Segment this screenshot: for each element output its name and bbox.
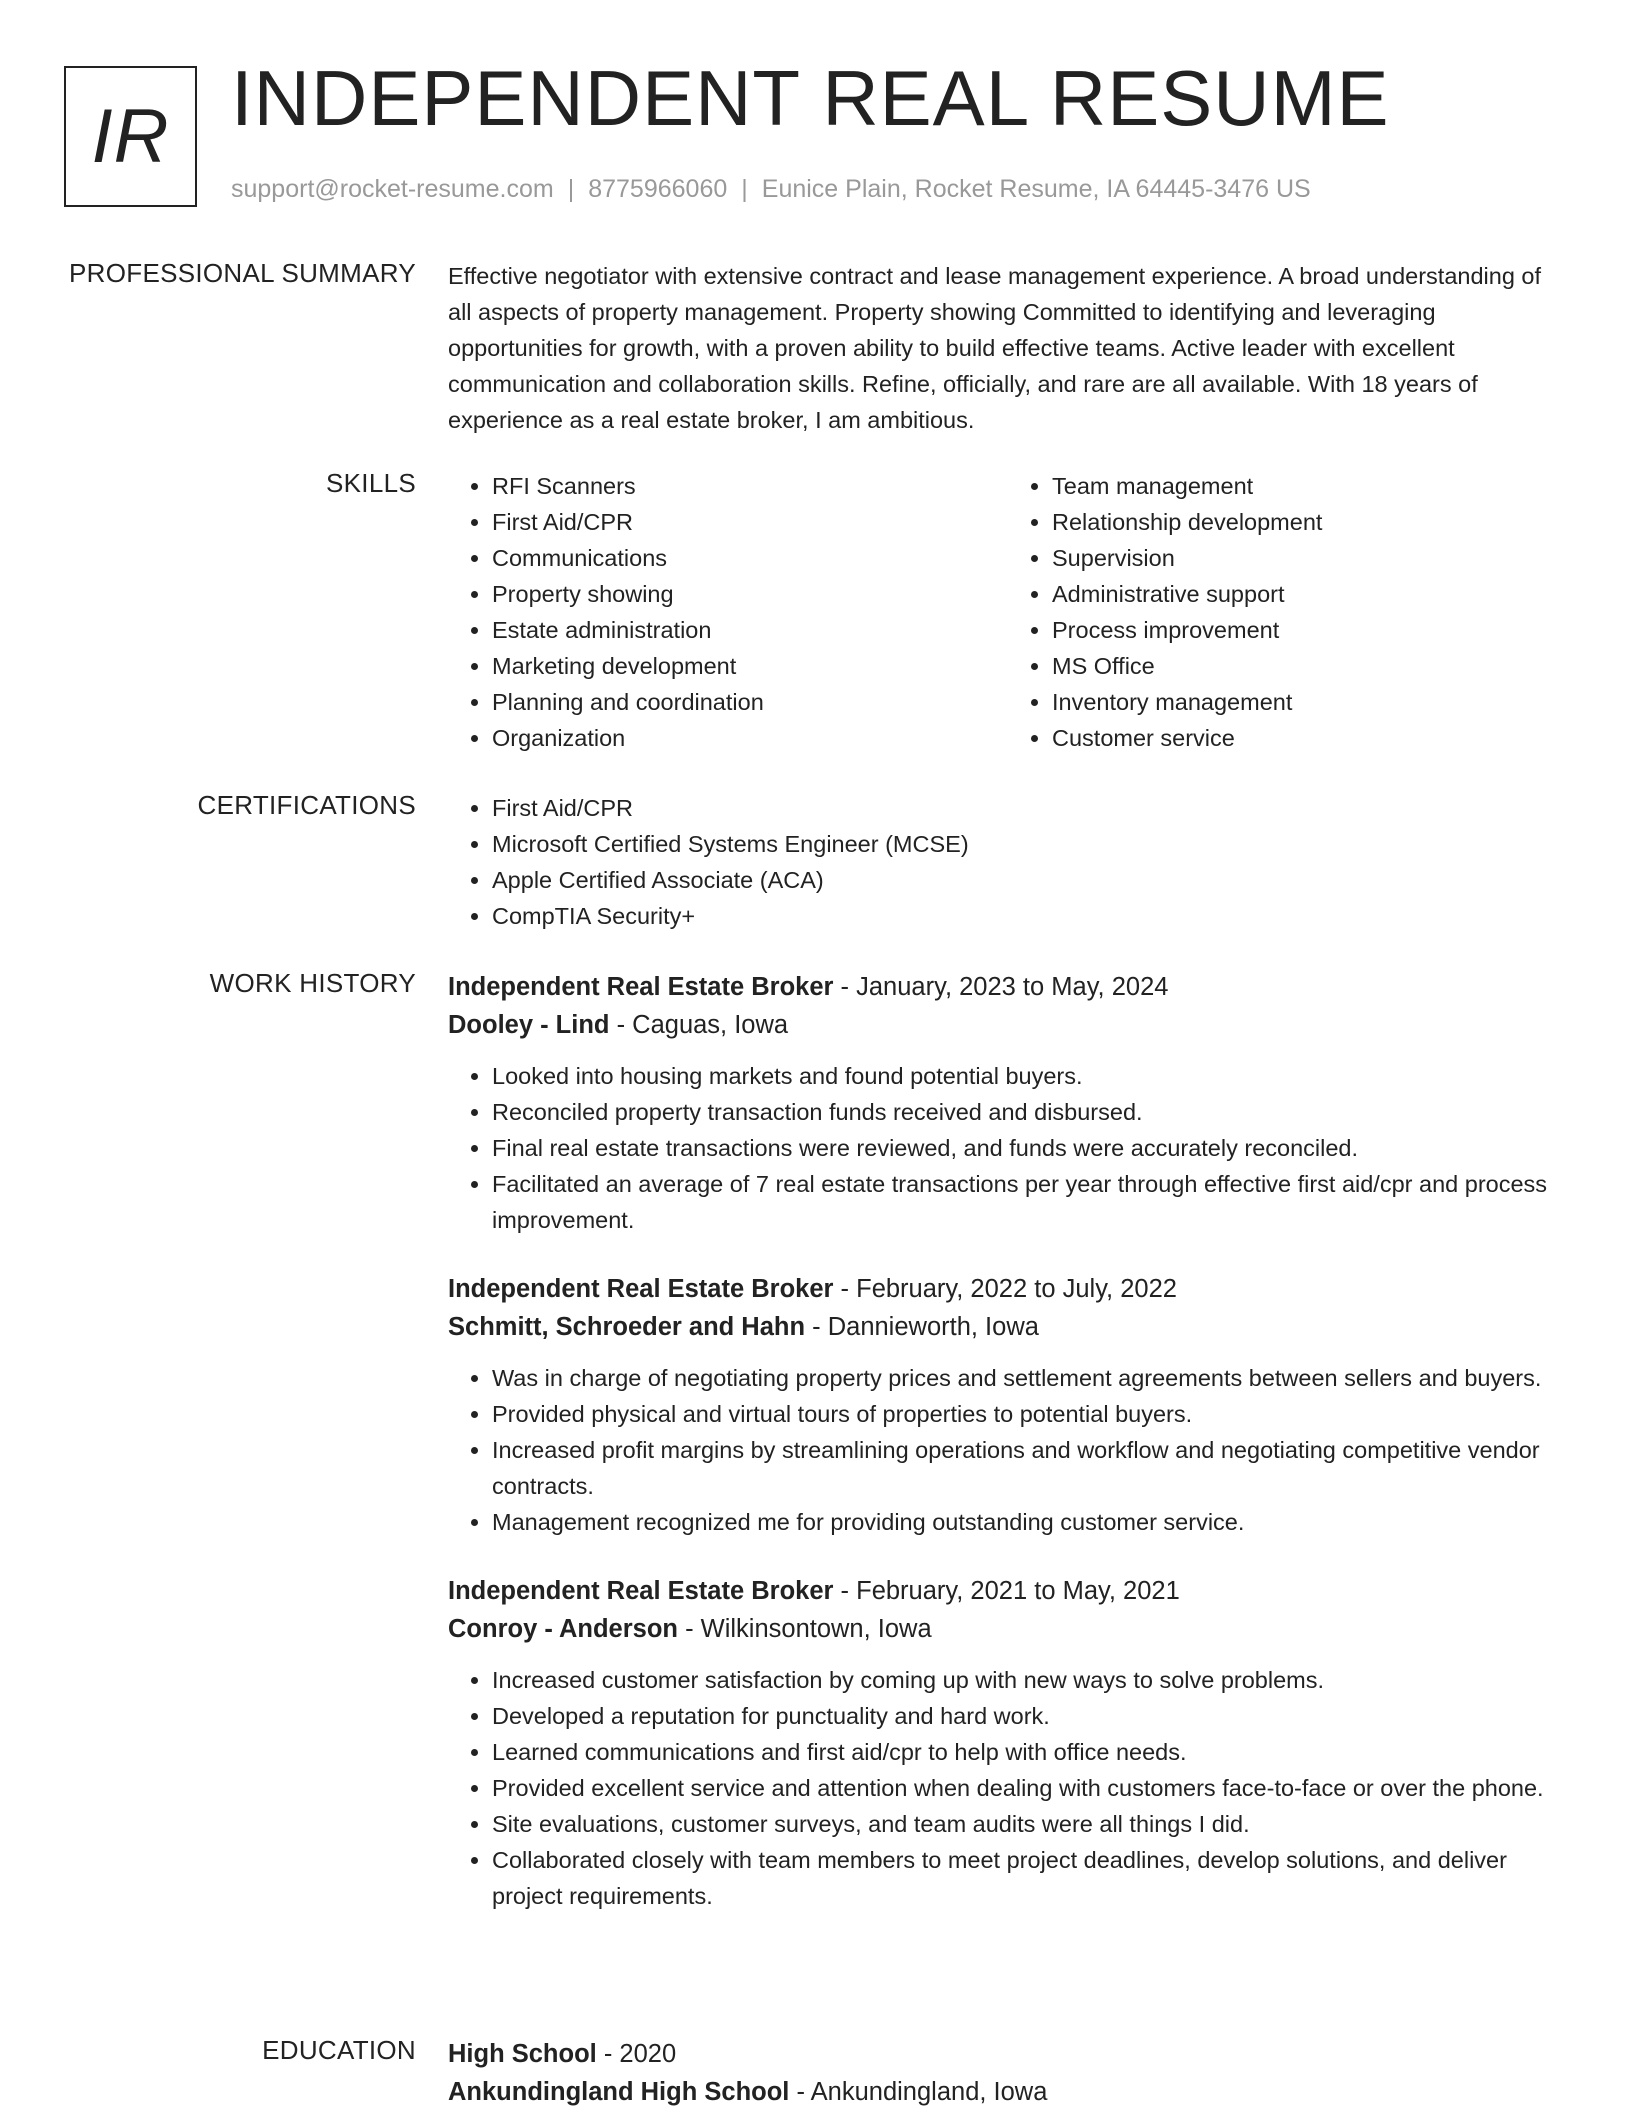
- job-dates: - February, 2022 to July, 2022: [833, 1275, 1177, 1303]
- work-history-content: [448, 968, 1568, 1914]
- skill-item: • Property showing: [492, 576, 1008, 612]
- certifications-list: [448, 790, 1568, 934]
- contact-line: [231, 175, 1311, 204]
- certification-item: • Microsoft Certified Systems Engineer (MCSE): [492, 826, 1568, 862]
- education-degree: High School: [448, 2040, 597, 2068]
- job-title: Independent Real Estate Broker: [448, 1577, 834, 1605]
- skill-item: • Organization: [492, 720, 1008, 756]
- section-label-work-history: WORK HISTORY: [209, 968, 416, 998]
- contact-phone: 8775966060: [588, 175, 728, 203]
- education-content: [448, 2035, 1568, 2111]
- section-label-certifications: CERTIFICATIONS: [197, 790, 416, 820]
- contact-separator: |: [567, 175, 575, 203]
- contact-email: support@rocket-resume.com: [231, 175, 554, 203]
- job-dates: - January, 2023 to May, 2024: [833, 973, 1169, 1001]
- section-label-education: EDUCATION: [262, 2035, 416, 2065]
- skills-column-1: [448, 468, 1008, 756]
- contact-separator: |: [741, 175, 748, 203]
- skill-item: • First Aid/CPR: [492, 504, 1008, 540]
- skill-item: • MS Office: [1052, 648, 1568, 684]
- job-entry: [448, 1270, 1568, 1540]
- summary-text: Effective negotiator with extensive contract and lease management experience. A broad understanding of all aspects of property management. Property showing Committed to identifying and leveraging opportunities for growth, with a proven ability to build effective teams. Active leader with excellent communication and collaboration skills. Refine, officially, and rare are all available. With 18 years of experience as a real estate broker, I am ambitious.: [448, 263, 1542, 433]
- job-bullet: • Reconciled property transaction funds received and disbursed.: [492, 1094, 1568, 1130]
- job-title: Independent Real Estate Broker: [448, 973, 834, 1001]
- skill-item: • Team management: [1052, 468, 1568, 504]
- contact-address: Eunice Plain, Rocket Resume, IA 64445-3476 US: [761, 175, 1311, 203]
- job-title-line: [448, 968, 1568, 1006]
- skills-column-2: [1008, 468, 1568, 756]
- monogram-box: [64, 66, 197, 207]
- certification-item: • First Aid/CPR: [492, 790, 1568, 826]
- job-bullet: • Was in charge of negotiating property prices and settlement agreements between sellers and buyers.: [492, 1360, 1568, 1396]
- job-entry: [448, 1572, 1568, 1914]
- job-company: Dooley - Lind: [448, 1011, 610, 1039]
- job-title-line: [448, 1572, 1568, 1610]
- education-degree-line: [448, 2035, 1568, 2073]
- certification-item: • CompTIA Security+: [492, 898, 1568, 934]
- job-company-line: [448, 1610, 1568, 1648]
- skill-item: • Administrative support: [1052, 576, 1568, 612]
- job-company: Conroy - Anderson: [448, 1615, 678, 1643]
- education-location: - Ankundingland, Iowa: [789, 2078, 1048, 2106]
- candidate-name: INDEPENDENT REAL RESUME: [231, 54, 1390, 142]
- skill-item: • Supervision: [1052, 540, 1568, 576]
- job-bullet: • Facilitated an average of 7 real estate transactions per year through effective first aid/cpr and process improvement.: [492, 1166, 1568, 1238]
- skill-item: • Customer service: [1052, 720, 1568, 756]
- job-bullet: • Developed a reputation for punctuality and hard work.: [492, 1698, 1568, 1734]
- job-company: Schmitt, Schroeder and Hahn: [448, 1313, 806, 1341]
- job-dates: - February, 2021 to May, 2021: [833, 1577, 1180, 1605]
- job-bullet: • Learned communications and first aid/cpr to help with office needs.: [492, 1734, 1568, 1770]
- job-bullet: • Looked into housing markets and found potential buyers.: [492, 1058, 1568, 1094]
- certifications-content: [448, 790, 1568, 934]
- summary-content: [448, 258, 1568, 438]
- job-bullet: • Increased profit margins by streamlining operations and workflow and negotiating competitive vendor contracts.: [492, 1432, 1568, 1504]
- job-bullet: • Collaborated closely with team members to meet project deadlines, develop solutions, and deliver project requirements.: [492, 1842, 1568, 1914]
- job-location: - Caguas, Iowa: [609, 1011, 789, 1039]
- skill-item: • Process improvement: [1052, 612, 1568, 648]
- skill-item: • Marketing development: [492, 648, 1008, 684]
- monogram-initials: IR: [91, 93, 170, 179]
- skill-item: • Relationship development: [1052, 504, 1568, 540]
- job-entry: [448, 968, 1568, 1238]
- certification-item: • Apple Certified Associate (ACA): [492, 862, 1568, 898]
- job-bullet: • Site evaluations, customer surveys, and team audits were all things I did.: [492, 1806, 1568, 1842]
- job-bullets: [448, 1360, 1568, 1540]
- skill-item: • Planning and coordination: [492, 684, 1008, 720]
- job-location: - Wilkinsontown, Iowa: [677, 1615, 932, 1643]
- skill-item: • Estate administration: [492, 612, 1008, 648]
- job-bullet: • Final real estate transactions were reviewed, and funds were accurately reconciled.: [492, 1130, 1568, 1166]
- section-label-skills: SKILLS: [326, 468, 416, 498]
- job-bullet: • Provided excellent service and attention when dealing with customers face-to-face or over the phone.: [492, 1770, 1568, 1806]
- job-bullet: • Management recognized me for providing outstanding customer service.: [492, 1504, 1568, 1540]
- education-year: - 2020: [596, 2040, 677, 2068]
- job-company-line: [448, 1006, 1568, 1044]
- skill-item: • Inventory management: [1052, 684, 1568, 720]
- job-bullet: • Increased customer satisfaction by coming up with new ways to solve problems.: [492, 1662, 1568, 1698]
- job-title: Independent Real Estate Broker: [448, 1275, 834, 1303]
- job-bullet: • Provided physical and virtual tours of properties to potential buyers.: [492, 1396, 1568, 1432]
- job-title-line: [448, 1270, 1568, 1308]
- skill-item: • Communications: [492, 540, 1008, 576]
- education-school-line: [448, 2073, 1568, 2111]
- job-bullets: [448, 1662, 1568, 1914]
- skills-content: [448, 468, 1568, 756]
- section-label-summary: PROFESSIONAL SUMMARY: [69, 258, 416, 288]
- job-location: - Dannieworth, Iowa: [805, 1313, 1039, 1341]
- job-bullets: [448, 1058, 1568, 1238]
- job-company-line: [448, 1308, 1568, 1346]
- skill-item: • RFI Scanners: [492, 468, 1008, 504]
- education-school: Ankundingland High School: [448, 2078, 790, 2106]
